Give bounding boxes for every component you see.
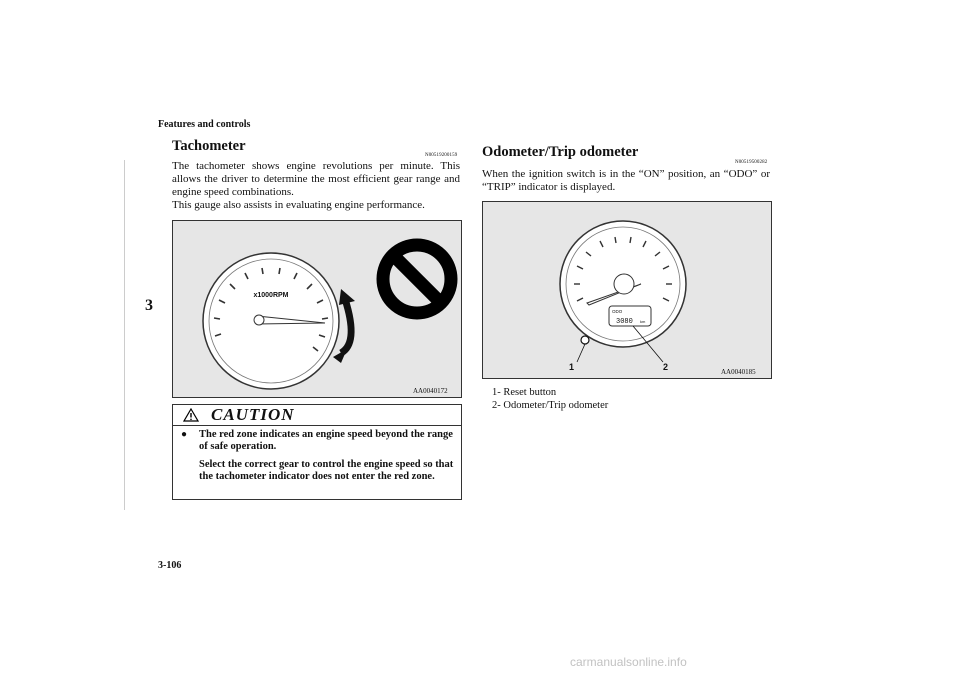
caution-header bbox=[173, 405, 461, 426]
tachometer-paragraph-2: This gauge also assists in evaluating engine performance. bbox=[172, 199, 425, 211]
tachometer-heading: Tachometer bbox=[172, 138, 246, 154]
odometer-illustration bbox=[483, 202, 771, 378]
tachometer-illustration bbox=[173, 221, 461, 397]
tachometer-body bbox=[172, 160, 460, 212]
callout-1: 1 bbox=[569, 362, 575, 372]
caution-item-text-2: Select the correct gear to control the engine speed so that the tachometer indicator does not enter the red zone. bbox=[199, 459, 454, 482]
caution-item bbox=[183, 429, 455, 453]
caution-body bbox=[183, 429, 455, 483]
legend-item: 2- Odometer/Trip odometer bbox=[492, 400, 609, 411]
odometer-figure-code: AA0040185 bbox=[721, 368, 756, 376]
reset-button-icon bbox=[581, 336, 589, 344]
tachometer-paragraph-1: The tachometer shows engine revolutions per minute. This allows the driver to determine the most efficient gear range and engine speed combinations. bbox=[172, 160, 460, 198]
odometer-legend bbox=[492, 386, 608, 412]
tachometer-figure-code: AA0040172 bbox=[413, 387, 448, 395]
caution-item-text-1: The red zone indicates an engine speed beyond the range of safe operation. bbox=[199, 429, 453, 452]
odo-value: 3080 bbox=[616, 318, 633, 326]
odometer-code: N00519500282 bbox=[735, 160, 768, 165]
chapter-tab-line bbox=[124, 160, 125, 510]
caution-box bbox=[172, 404, 462, 500]
tachometer-figure bbox=[172, 220, 462, 398]
callout-2: 2 bbox=[663, 362, 669, 372]
page-number: 3-106 bbox=[158, 560, 182, 571]
rpm-unit-label: x1000RPM bbox=[253, 292, 289, 299]
odometer-body: When the ignition switch is in the “ON” position, an “ODO” or “TRIP” indicator is displayed. bbox=[482, 168, 770, 193]
watermark[interactable]: carmanualsonline.info bbox=[570, 655, 687, 669]
odo-indicator: ODO bbox=[612, 309, 623, 314]
odometer-heading: Odometer/Trip odometer bbox=[482, 144, 639, 160]
bullet-icon: ● bbox=[181, 429, 188, 440]
caution-title: CAUTION bbox=[211, 405, 295, 424]
running-header: Features and controls bbox=[158, 119, 251, 130]
legend-item: 1- Reset button bbox=[492, 387, 557, 398]
warning-icon bbox=[183, 408, 199, 422]
prohibition-icon bbox=[383, 245, 451, 313]
chapter-number: 3 bbox=[145, 297, 153, 314]
odometer-figure bbox=[482, 201, 772, 379]
odo-unit: km bbox=[640, 319, 646, 324]
tachometer-code: N00519200159 bbox=[425, 153, 458, 158]
